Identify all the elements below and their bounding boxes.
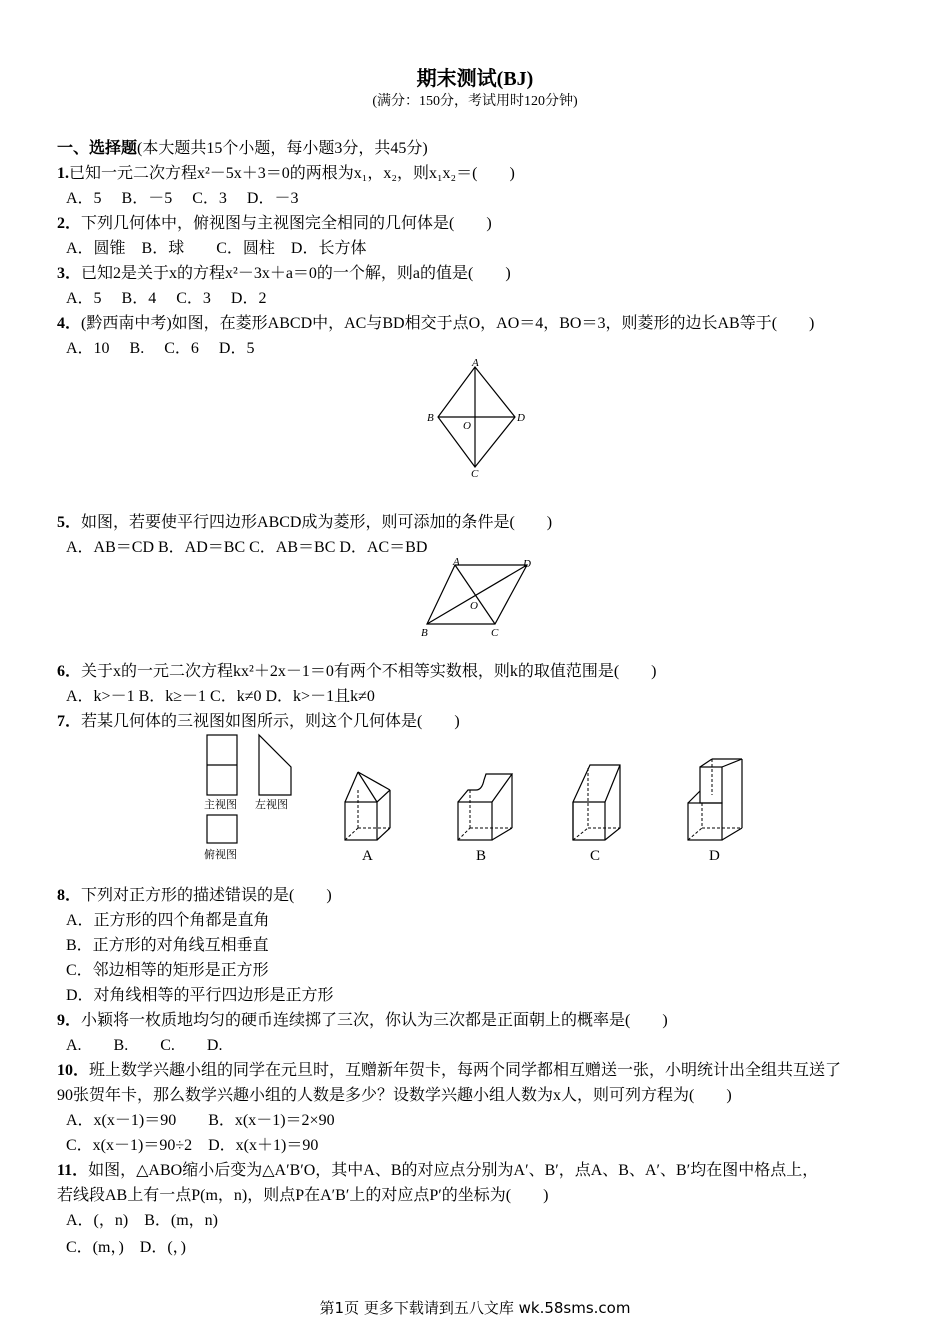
top-view <box>207 815 237 843</box>
solid-c-label: C <box>590 848 601 864</box>
label-c: C <box>491 627 499 639</box>
page-subtitle: (满分：150分，考试用时120分钟) <box>372 94 578 109</box>
label-b: B <box>421 627 428 639</box>
question-11-options-1: A．(，n) B．(m，n) <box>66 1212 218 1229</box>
rhombus-figure <box>420 355 530 480</box>
three-views-figure <box>195 730 315 865</box>
question-1 <box>57 164 515 184</box>
question-8-option-a: A．正方形的四个角都是直角 <box>66 912 270 929</box>
question-number: 4． <box>57 315 82 332</box>
left-view-label: 左视图 <box>255 799 288 811</box>
question-9 <box>57 1011 668 1031</box>
top-view-label: 俯视图 <box>204 849 237 861</box>
question-number: 8． <box>57 887 82 904</box>
question-number: 7． <box>57 713 82 730</box>
question-text: 如图，若要使平行四边形ABCD成为菱形，则可添加的条件是( ) <box>81 514 553 531</box>
label-o: O <box>470 600 478 612</box>
page-title: 期末测试(BJ) <box>416 68 534 90</box>
question-text: 如图，△ABO缩小后变为△A′B′O，其中A、B的对应点分别为A′、B′，点A、B、A′、B′均在图中格点上， <box>88 1162 819 1179</box>
label-b: B <box>427 412 434 424</box>
question-11 <box>57 1161 818 1181</box>
question-number: 11． <box>57 1162 89 1179</box>
label-d: D <box>523 558 531 570</box>
question-number: 2． <box>57 215 82 232</box>
solid-a <box>335 760 400 865</box>
question-11-options-2: C．(m，) D．(，) <box>66 1239 186 1256</box>
question-number: 10． <box>57 1062 90 1079</box>
section-note: (本大题共15个小题，每小题3分，共45分) <box>137 140 428 157</box>
solid-a-label: A <box>362 848 373 864</box>
question-text: 已知2是关于x的方程x²－3x＋a＝0的一个解，则a的值是( ) <box>81 265 511 282</box>
question-number: 5． <box>57 514 82 531</box>
left-view <box>259 735 291 795</box>
question-10 <box>57 1061 841 1081</box>
question-text: 关于x的一元二次方程kx²＋2x－1＝0有两个不相等实数根，则k的取值范围是( ) <box>81 663 657 680</box>
solid-d-label: D <box>709 848 720 864</box>
question-2 <box>57 214 492 234</box>
parallelogram-figure <box>415 556 545 640</box>
question-number: 6． <box>57 663 82 680</box>
question-text: 已知一元二次方程x²－5x＋3＝0的两根为x₁，x₂，则x₁x₂＝( ) <box>69 165 515 182</box>
solid-b <box>450 760 520 865</box>
front-view-label: 主视图 <box>204 799 237 811</box>
question-8-option-c: C．邻边相等的矩形是正方形 <box>66 962 269 979</box>
question-9-options: A. B. C. D. <box>66 1037 223 1054</box>
question-5-options: A．AB＝CD B．AD＝BC C．AB＝BC D．AC＝BD <box>66 539 428 556</box>
question-number: 1. <box>57 165 69 182</box>
solid-b-label: B <box>476 848 487 864</box>
question-6 <box>57 662 656 682</box>
solid-c <box>565 760 630 865</box>
question-10-options-2: C．x(x－1)＝90÷2 D．x(x＋1)＝90 <box>66 1137 319 1154</box>
question-11-text-cont: 若线段AB上有一点P(m，n)，则点P在A′B′上的对应点P′的坐标为( ) <box>57 1187 549 1204</box>
question-2-options: A．圆锥 B．球 C．圆柱 D．长方体 <box>66 240 367 257</box>
question-text: 若某几何体的三视图如图所示，则这个几何体是( ) <box>81 713 460 730</box>
question-1-options: A．5 B．－5 C．3 D．－3 <box>66 190 299 207</box>
solid-d <box>680 755 755 865</box>
diagonal-bd <box>427 565 527 624</box>
question-number: 3． <box>57 265 82 282</box>
question-8-option-b: B．正方形的对角线互相垂直 <box>66 937 269 954</box>
question-8 <box>57 886 332 906</box>
question-5 <box>57 513 552 533</box>
diagonal-ac <box>455 565 495 624</box>
question-text: 下列对正方形的描述错误的是( ) <box>81 887 332 904</box>
question-3 <box>57 264 511 284</box>
question-3-options: A．5 B．4 C．3 D．2 <box>66 290 267 307</box>
question-number: 9． <box>57 1012 82 1029</box>
label-o: O <box>463 420 471 432</box>
question-4-options: A．10 B. C．6 D．5 <box>66 340 255 357</box>
question-7 <box>57 712 460 732</box>
label-c: C <box>471 468 479 480</box>
question-text: 班上数学兴趣小组的同学在元旦时，互赠新年贺卡，每两个同学都相互赠送一张，小明统计出全组共互送了 <box>89 1062 842 1079</box>
question-10-options-1: A．x(x－1)＝90 B．x(x－1)＝2×90 <box>66 1112 335 1129</box>
question-text: (黔西南中考)如图，在菱形ABCD中，AC与BD相交于点O，AO＝4，BO＝3，则菱形的边长AB等于( ) <box>81 315 815 332</box>
label-a: A <box>472 357 479 369</box>
section-heading <box>57 139 428 159</box>
section-title: 一、选择题 <box>57 140 138 157</box>
question-text: 小颖将一枚质地均匀的硬币连续掷了三次，你认为三次都是正面朝上的概率是( ) <box>81 1012 668 1029</box>
page-footer: 第1页 更多下载请到五八文库 wk.58sms.com <box>319 1299 631 1317</box>
question-8-option-d: D．对角线相等的平行四边形是正方形 <box>66 987 334 1004</box>
question-6-options: A．k>－1 B．k≥－1 C．k≠0 D．k>－1且k≠0 <box>66 688 375 705</box>
label-a: A <box>453 556 460 568</box>
question-10-text-cont: 90张贺年卡，那么数学兴趣小组的人数是多少？设数学兴趣小组人数为x人，则可列方程为( ) <box>57 1087 732 1104</box>
question-4 <box>57 314 814 334</box>
question-text: 下列几何体中，俯视图与主视图完全相同的几何体是( ) <box>81 215 492 232</box>
label-d: D <box>517 412 525 424</box>
